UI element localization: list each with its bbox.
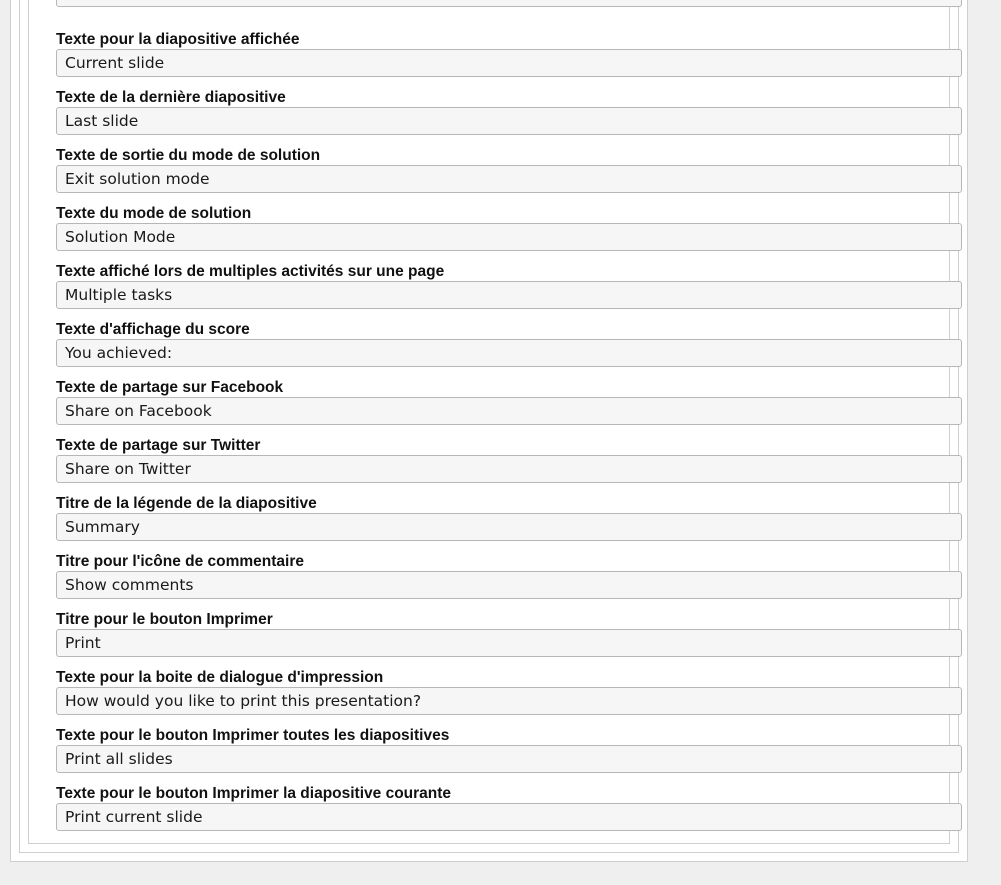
field-last-slide — [56, 89, 962, 135]
field-comment-icon-title — [56, 553, 962, 599]
print-all-slides-input[interactable] — [56, 745, 962, 773]
print-button-title-label: Titre pour le bouton Imprimer — [56, 611, 273, 628]
print-dialog-text-input[interactable] — [56, 687, 962, 715]
last-slide-input[interactable] — [56, 107, 962, 135]
multiple-tasks-input[interactable] — [56, 281, 962, 309]
field-print-all-slides — [56, 727, 962, 773]
print-button-title-input[interactable] — [56, 629, 962, 657]
comment-icon-title-input[interactable] — [56, 571, 962, 599]
exit-solution-mode-input[interactable] — [56, 165, 962, 193]
field-exit-solution-mode — [56, 147, 962, 193]
field-next-slide — [56, 0, 962, 7]
field-print-dialog-text — [56, 669, 962, 715]
slide-legend-title-input[interactable] — [56, 513, 962, 541]
share-facebook-label: Texte de partage sur Facebook — [56, 379, 284, 396]
exit-solution-mode-label: Texte de sortie du mode de solution — [56, 147, 321, 164]
print-all-slides-label: Texte pour le bouton Imprimer toutes les diapositives — [56, 727, 450, 744]
multiple-tasks-label: Texte affiché lors de multiples activités sur une page — [56, 263, 445, 280]
field-print-button-title — [56, 611, 962, 657]
solution-mode-label: Texte du mode de solution — [56, 205, 252, 222]
share-facebook-input[interactable] — [56, 397, 962, 425]
field-print-current-slide — [56, 785, 962, 831]
editor-middle-panel — [19, 0, 959, 853]
print-dialog-text-label: Texte pour la boite de dialogue d'impression — [56, 669, 384, 686]
field-slide-legend-title — [56, 495, 962, 541]
last-slide-label: Texte de la dernière diapositive — [56, 89, 286, 106]
score-display-label: Texte d'affichage du score — [56, 321, 250, 338]
print-current-slide-input[interactable] — [56, 803, 962, 831]
field-multiple-tasks — [56, 263, 962, 309]
print-current-slide-label: Texte pour le bouton Imprimer la diapositive courante — [56, 785, 452, 802]
next-slide-input[interactable] — [56, 0, 962, 7]
field-share-twitter — [56, 437, 962, 483]
current-slide-label: Texte pour la diapositive affichée — [56, 31, 300, 48]
localization-fields-group — [28, 0, 950, 844]
editor-outer-panel — [10, 0, 968, 862]
score-display-input[interactable] — [56, 339, 962, 367]
slide-legend-title-label: Titre de la légende de la diapositive — [56, 495, 317, 512]
field-share-facebook — [56, 379, 962, 425]
share-twitter-input[interactable] — [56, 455, 962, 483]
solution-mode-input[interactable] — [56, 223, 962, 251]
field-current-slide — [56, 31, 962, 77]
share-twitter-label: Texte de partage sur Twitter — [56, 437, 261, 454]
field-solution-mode — [56, 205, 962, 251]
current-slide-input[interactable] — [56, 49, 962, 77]
field-score-display — [56, 321, 962, 367]
comment-icon-title-label: Titre pour l'icône de commentaire — [56, 553, 305, 570]
